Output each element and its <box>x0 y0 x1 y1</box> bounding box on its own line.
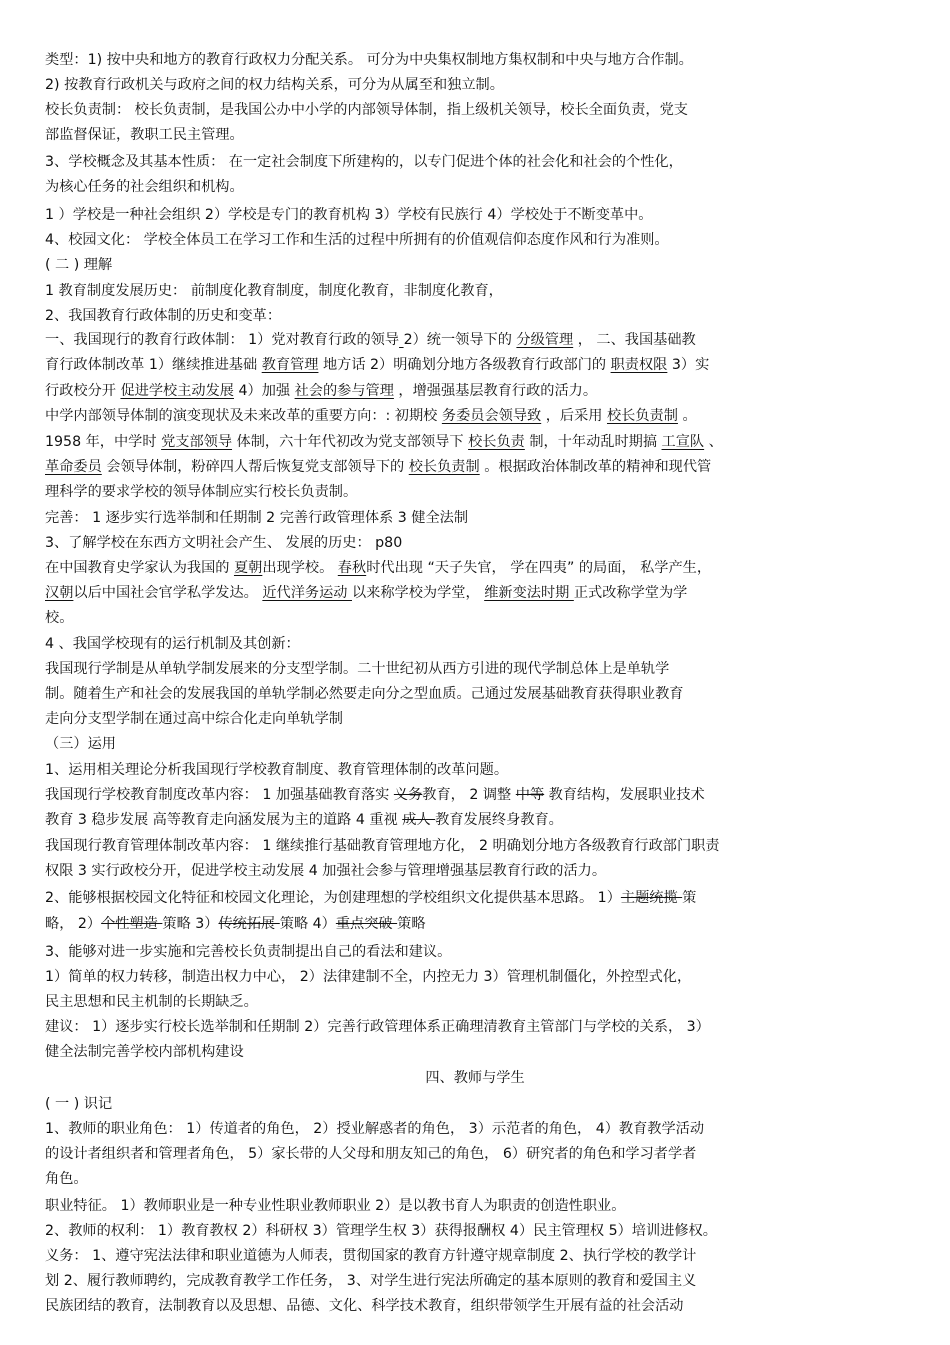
struck-text: 主题统揽 <box>620 890 683 906</box>
underlined-fill-in: 革命委员 <box>45 459 102 475</box>
text-line: 2、教师的权利： 1）教育教权 2）科研权 3）管理学生权 3）获得报酬权 4）民主管理权 5）培训进修权。 <box>45 1223 717 1239</box>
text-span: 出现学校。 <box>262 560 338 576</box>
underlined-fill-in: 社会的参与管理 <box>294 383 394 399</box>
text-line: 2、我国教育行政体制的历史和变革： <box>45 308 282 324</box>
underlined-fill-in: 维新变法时期 <box>484 585 574 601</box>
text-line <box>45 381 597 401</box>
text-line: 3、了解学校在东西方文明社会产生、 发展的历史： p80 <box>45 535 403 551</box>
text-line: 民族团结的教育，法制教育以及思想、品德、文化、科学技术教育，组织带领学生开展有益的社会活动 <box>45 1298 684 1314</box>
text-line <box>45 810 563 830</box>
text-line: 的设计者组织者和管理者角色， 5）家长带的人父母和朋友知己的角色， 6）研究者的角色和学习者学者 <box>45 1146 697 1162</box>
text-line: 角色。 <box>45 1171 88 1187</box>
text-line: 1 教育制度发展历史： 前制度化教育制度，制度化教育，非制度化教育， <box>45 283 503 299</box>
text-line: 制。随着生产和社会的发展我国的单轨学制必然要走向分之型血质。己通过发展基础教育获得职业教育 <box>45 686 684 702</box>
underlined-fill-in: 春秋 <box>337 560 367 576</box>
text-span: 理科学的要求学校的领导体制应实行校长负责制。 <box>45 484 358 500</box>
text-span: 我国现行学校教育制度改革内容： 1 加强基础教育落实 <box>45 787 394 803</box>
text-line: 部监督保证，教职工民主管理。 <box>45 127 244 143</box>
underlined-fill-in: 务委员会领导致 <box>441 408 542 424</box>
text-line: （三）运用 <box>45 736 116 752</box>
underlined-fill-in: 校长负责制 <box>606 408 678 424</box>
underlined-fill-in: 分级管理 <box>516 332 574 348</box>
text-span: 正式改称学堂为学 <box>573 585 688 601</box>
text-line: 义务： 1、遵守宪法法律和职业道德为人师表，贯彻国家的教育方针遵守规章制度 2、执行学校的教学计 <box>45 1248 697 1264</box>
text-line <box>45 432 723 452</box>
text-span: 行政校分开 <box>45 383 121 399</box>
text-line <box>45 457 711 477</box>
text-span: 略， 2） <box>45 916 102 932</box>
text-line: 权限 3 实行政校分开，促进学校主动发展 4 加强社会参与管理增强基层教育行政的活力。 <box>45 863 607 879</box>
text-line: 1、教师的职业角色： 1）传道者的角色， 2）授业解惑者的角色， 3）示范者的角色， 4）教育教学活动 <box>45 1121 705 1137</box>
text-span: 。根据政治体制改革的精神和现代管 <box>479 459 712 475</box>
text-line <box>45 914 426 934</box>
text-line: ( 一 ) 识记 <box>45 1096 113 1112</box>
text-span: 中学内部领导体制的演变现状及未来改革的重要方向：: 初期校 <box>45 408 442 424</box>
text-line: ( 二 ) 理解 <box>45 257 113 273</box>
text-span: 策 <box>682 890 697 906</box>
text-span: 教育结构，发展职业技术 <box>544 787 705 803</box>
text-line <box>45 558 711 578</box>
text-span: 校。 <box>45 610 74 626</box>
underlined-fill-in: 党支部领导 <box>161 434 233 450</box>
text-line: 我国现行学制是从单轨学制发展来的分支型学制。二十世纪初从西方引进的现代学制总体上是单轨学 <box>45 661 670 677</box>
text-line: 4 、我国学校现有的运行机制及其创新： <box>45 636 300 652</box>
text-span: 体制，六十年代初改为党支部领导下 <box>232 434 469 450</box>
text-span: 育行政体制改革 1）继续推进基础 <box>45 357 262 373</box>
text-line <box>45 785 705 805</box>
text-line <box>45 608 73 628</box>
text-span: 。 <box>677 408 697 424</box>
text-span: 教育 3 稳步发展 高等教育走向涵发展为主的道路 4 重视 <box>45 812 403 828</box>
text-span: 、 <box>704 434 723 450</box>
text-span: 在中国教育史学家认为我国的 <box>45 560 234 576</box>
underlined-fill-in: 近代洋务运动 <box>262 585 352 601</box>
text-span: 以来称学校为学堂， <box>351 585 485 601</box>
text-line: 我国现行教育管理体制改革内容： 1 继续推行基础教育管理地方化， 2 明确划分地方各级教育行政部门职责 <box>45 838 720 854</box>
struck-text: 传统拓展 <box>218 916 280 932</box>
text-span: 策略 <box>397 916 426 932</box>
underlined-fill-in: 汉朝 <box>45 585 74 601</box>
text-line <box>45 406 697 426</box>
text-span: 制，十年动乱时期搞 <box>524 434 662 450</box>
text-line: 4、校园文化： 学校全体员工在学习工作和生活的过程中所拥有的价值观信仰态度作风和行为准则。 <box>45 232 669 248</box>
text-span: 策略 4） <box>279 916 336 932</box>
text-span: 时代出现 “天子失官， 学在四夷” 的局面， 私学产生， <box>366 560 712 576</box>
text-line: 职业特征。 1）教师职业是一种专业性职业教师职业 2）是以教书育人为职责的创造性职业。 <box>45 1198 626 1214</box>
text-span: 策略 3） <box>162 916 219 932</box>
text-line: 民主思想和民主机制的长期缺乏。 <box>45 994 258 1010</box>
text-span: ，增强强基层教育行政的活力。 <box>393 383 598 399</box>
text-line <box>45 482 357 502</box>
text-span: 一、我国现行的教育行政体制： 1）党对教育行政的领导 <box>45 332 400 348</box>
text-line <box>45 583 687 603</box>
text-span: 教育， 2 调整 <box>422 787 516 803</box>
underlined-fill-in: 职责权限 <box>610 357 668 373</box>
underlined-fill-in: 夏朝 <box>233 560 263 576</box>
struck-text: 重点突破 <box>335 916 398 932</box>
text-span: ， 二、我国基础教 <box>573 332 696 348</box>
text-line: 1、运用相关理论分析我国现行学校教育制度、教育管理体制的改革问题。 <box>45 762 509 778</box>
text-line <box>45 330 696 350</box>
text-span: 以后中国社会官学私学发达。 <box>73 585 263 601</box>
text-line: 健全法制完善学校内部机构建设 <box>45 1044 244 1060</box>
text-line: 走向分支型学制在通过高中综合化走向单轨学制 <box>45 711 343 727</box>
underlined-fill-in: 校长负责 <box>468 434 525 450</box>
struck-text: 中等 <box>515 787 545 803</box>
section-heading: 四、教师与学生 <box>425 1070 525 1086</box>
text-line: 为核心任务的社会组织和机构。 <box>45 179 244 195</box>
struck-text: 义务 <box>393 787 423 803</box>
text-span: 教育发展终身教育。 <box>435 812 563 828</box>
text-span: 地方话 2）明确划分地方各级教育行政部门的 <box>318 357 611 373</box>
text-span: 2）统一领导下的 <box>403 332 517 348</box>
text-span: 1958 年，中学时 <box>45 434 162 450</box>
underlined-fill-in: 校长负责制 <box>408 459 480 475</box>
text-line <box>45 888 696 908</box>
underlined-fill-in: 促进学校主动发展 <box>120 383 234 399</box>
text-line: 校长负责制： 校长负责制，是我国公办中小学的内部领导体制，指上级机关领导，校长全面负责，党支 <box>45 102 688 118</box>
text-span: 3）实 <box>667 357 710 373</box>
text-line: 建议： 1）逐步实行校长选举制和任期制 2）完善行政管理体系正确理清教育主管部门与学校的关系， 3） <box>45 1019 710 1035</box>
text-span: 2、能够根据校园文化特征和校园文化理论，为创建理想的学校组织文化提供基本思路。 1） <box>45 890 621 906</box>
text-line: 3、学校概念及其基本性质： 在一定社会制度下所建构的，以专门促进个体的社会化和社会的个性化， <box>45 154 683 170</box>
struck-text: 成人 <box>402 812 436 828</box>
text-line: 2) 按教育行政机关与政府之间的权力结构关系，可分为从属至和独立制。 <box>45 77 504 93</box>
text-line: 3、能够对进一步实施和完善校长负责制提出自己的看法和建议。 <box>45 944 452 960</box>
text-line <box>45 355 709 375</box>
text-span: ，后采用 <box>541 408 607 424</box>
text-line: 类型：1) 按中央和地方的教育行政权力分配关系。 可分为中央集权制地方集权制和中央与地方合作制。 <box>45 52 693 68</box>
text-span: 4）加强 <box>233 383 295 399</box>
text-line: 1）简单的权力转移，制造出权力中心， 2）法律建制不全，内控无力 3）管理机制僵化，外控型式化， <box>45 969 692 985</box>
text-line: 1 ）学校是一种社会组织 2）学校是专门的教育机构 3）学校有民族行 4）学校处于不断变革中。 <box>45 207 653 223</box>
text-line: 完善： 1 逐步实行选举制和任期制 2 完善行政管理体系 3 健全法制 <box>45 510 469 526</box>
underlined-fill-in: 教育管理 <box>261 357 319 373</box>
underlined-fill-in: 工宣队 <box>661 434 705 450</box>
text-line: 划 2、履行教师聘约，完成教育教学工作任务， 3、对学生进行宪法所确定的基本原则的教育和爱国主义 <box>45 1273 697 1289</box>
text-span: 会领导体制，粉碎四人帮后恢复党支部领导下的 <box>101 459 409 475</box>
struck-text: 个性塑造 <box>101 916 163 932</box>
